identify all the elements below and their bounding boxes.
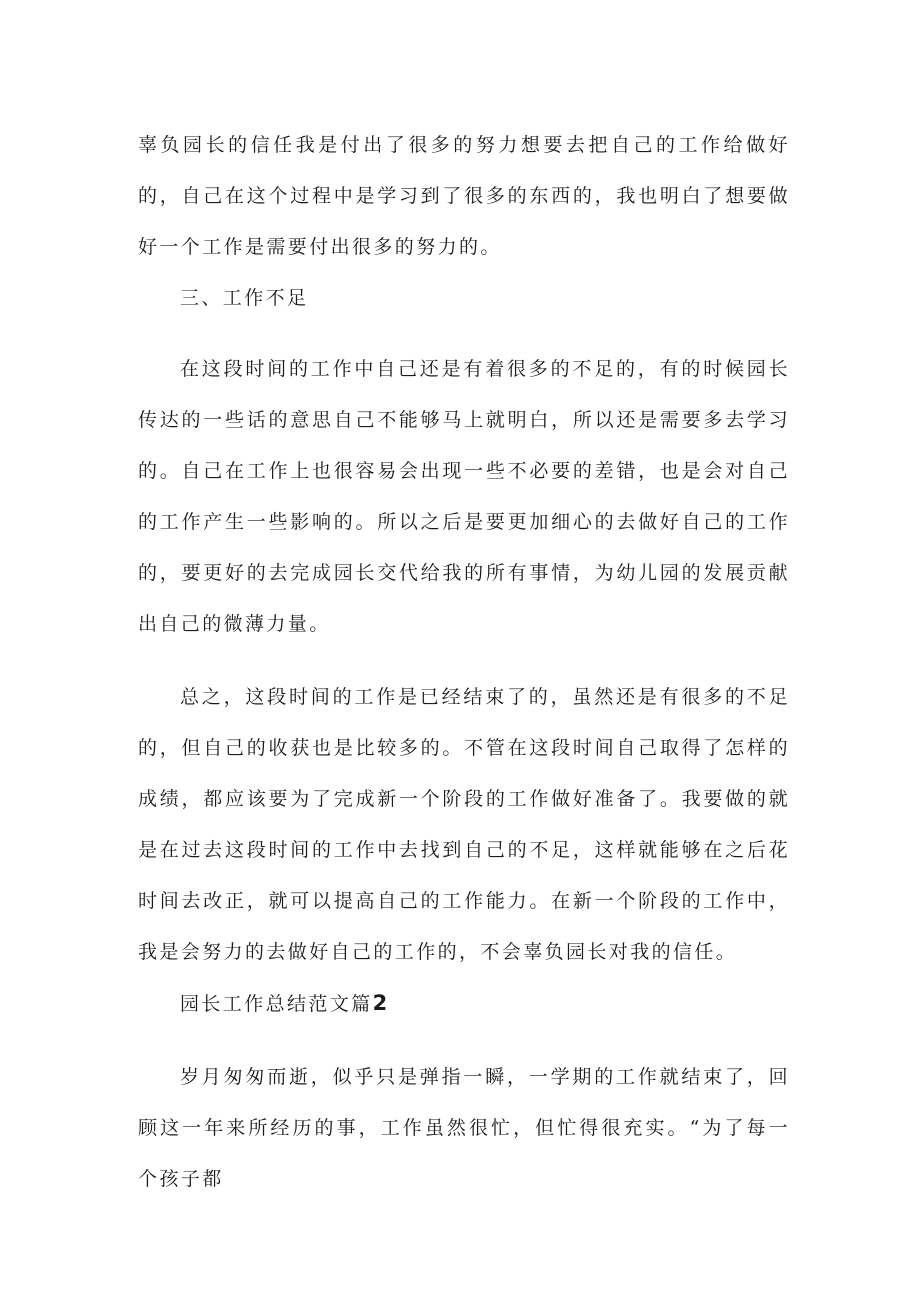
article-title (138, 978, 790, 1030)
paragraph-shortcomings: 在这段时间的工作中自己还是有着很多的不足的，有的时候园长传达的一些话的意思自己不能够马上就明白，所以还是需要多去学习的。自己在工作上也很容易会出现一些不必要的差错，也是会对自己的工作产生一些影响的。所以之后是要更加细心的去做好自己的工作的，要更好的去完成园长交代给我的所有事情，为幼儿园的发展贡献出自己的微薄力量。 (138, 358, 790, 635)
article-title-number: 2 (372, 991, 388, 1015)
paragraph-continuation: 辜负园长的信任我是付出了很多的努力想要去把自己的工作给做好的，自己在这个过程中是学习到了很多的东西的，我也明白了想要做好一个工作是需要付出很多的努力的。 (138, 134, 790, 258)
document-body (138, 120, 790, 1205)
paragraph-conclusion: 总之，这段时间的工作是已经结束了的，虽然还是有很多的不足的，但自己的收获也是比较多的。不管在这段时间自己取得了怎样的成绩，都应该要为了完成新一个阶段的工作做好准备了。我要做的就是在过去这段时间的工作中去找到自己的不足，这样就能够在之后花时间去改正，就可以提高自己的工作能力。在新一个阶段的工作中，我是会努力的去做好自己的工作的，不会辜负园长对我的信任。 (138, 686, 790, 963)
article-title-text: 园长工作总结范文篇 (180, 993, 373, 1015)
section-heading-work-shortcomings: 三、工作不足 (180, 287, 309, 309)
paragraph-opening: 岁月匆匆而逝，似乎只是弹指一瞬，一学期的工作就结束了，回顾这一年来所经历的事，工作虽然很忙，但忙得很充实。“为了每一个孩子都 (138, 1066, 790, 1190)
